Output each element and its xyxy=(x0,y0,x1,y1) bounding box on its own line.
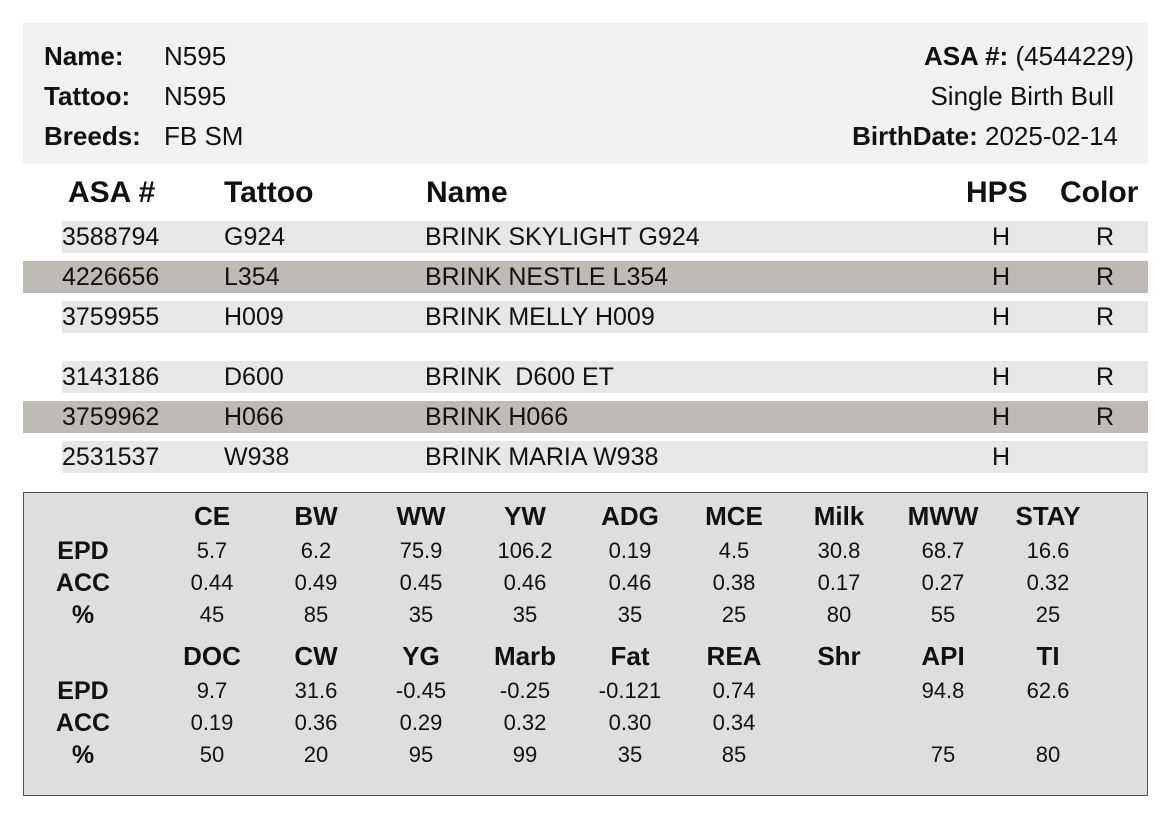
row-hps: H xyxy=(992,443,1011,471)
row-name: BRINK MELLY H009 xyxy=(425,303,655,331)
birthdate-line xyxy=(852,121,1118,151)
trait-header: Fat xyxy=(610,641,650,671)
pct-value: 85 xyxy=(303,602,329,627)
epd-row-label: EPD xyxy=(57,537,109,565)
pct-value: 25 xyxy=(1035,602,1061,627)
pct-value: 95 xyxy=(408,742,434,767)
trait-header: ADG xyxy=(601,501,659,531)
epd-value: 5.7 xyxy=(196,538,228,563)
trait-header: API xyxy=(921,641,965,671)
pct-value: 45 xyxy=(199,602,225,627)
trait-header: MWW xyxy=(907,501,979,531)
trait-header: Shr xyxy=(817,641,861,671)
trait-header: TI xyxy=(1036,641,1060,671)
acc-value: 0.19 xyxy=(190,710,234,735)
birthdate-value: 2025-02-14 xyxy=(985,121,1118,151)
epd-value: 68.7 xyxy=(921,538,965,563)
asa-value: (4544229) xyxy=(1015,41,1134,71)
pct-value: 35 xyxy=(617,602,643,627)
trait-header: YG xyxy=(402,641,440,671)
epd-value: 94.8 xyxy=(921,678,965,703)
name-line xyxy=(44,41,123,71)
acc-value: 0.46 xyxy=(608,570,652,595)
row-tattoo: D600 xyxy=(224,363,284,391)
acc-row-label: ACC xyxy=(55,709,111,737)
pct-value: 35 xyxy=(617,742,643,767)
epd-value: -0.121 xyxy=(598,678,662,703)
row-name: BRINK H066 xyxy=(425,403,569,431)
pedigree-row xyxy=(23,401,1148,433)
epd-value: 0.74 xyxy=(712,678,756,703)
epd-value: 6.2 xyxy=(300,538,332,563)
pedigree-row xyxy=(62,301,1148,333)
pct-value: 55 xyxy=(930,602,956,627)
acc-value: 0.49 xyxy=(294,570,338,595)
trait-header: CE xyxy=(193,501,231,531)
col-tattoo: Tattoo xyxy=(224,176,314,209)
pct-value: 35 xyxy=(408,602,434,627)
acc-value: 0.34 xyxy=(712,710,756,735)
row-asa: 3759962 xyxy=(62,403,160,431)
epd-value: -0.45 xyxy=(395,678,447,703)
epd-value: 75.9 xyxy=(399,538,443,563)
tattoo-value: N595 xyxy=(164,81,227,111)
tattoo-line xyxy=(44,81,130,111)
pedigree-row xyxy=(62,441,1148,473)
acc-row-label: ACC xyxy=(55,569,111,597)
row-name: BRINK SKYLIGHT G924 xyxy=(425,223,700,251)
col-name: Name xyxy=(426,176,508,209)
epd-panel xyxy=(23,492,1148,796)
row-name: BRINK MARIA W938 xyxy=(425,443,659,471)
row-asa: 2531537 xyxy=(62,443,160,471)
pct-value: 99 xyxy=(512,742,538,767)
pct-value: 75 xyxy=(930,742,956,767)
row-hps: H xyxy=(992,223,1011,251)
acc-value: 0.30 xyxy=(608,710,652,735)
epd-value: 0.19 xyxy=(608,538,652,563)
row-tattoo: L354 xyxy=(224,263,280,291)
pct-value: 35 xyxy=(512,602,538,627)
pedigree-row xyxy=(62,361,1148,393)
pedigree-row xyxy=(62,221,1148,253)
row-color: R xyxy=(1096,403,1115,431)
row-asa: 3588794 xyxy=(62,223,160,251)
acc-value: 0.32 xyxy=(503,710,547,735)
trait-header: STAY xyxy=(1015,501,1081,531)
trait-header: YW xyxy=(504,501,546,531)
acc-value: 0.45 xyxy=(399,570,443,595)
row-tattoo: G924 xyxy=(224,223,286,251)
pct-value: 80 xyxy=(826,602,852,627)
trait-header: REA xyxy=(706,641,762,671)
birth-type: Single Birth Bull xyxy=(930,81,1114,111)
trait-header: Milk xyxy=(813,501,865,531)
acc-value: 0.29 xyxy=(399,710,443,735)
acc-value: 0.32 xyxy=(1026,570,1070,595)
epd-value: 9.7 xyxy=(196,678,228,703)
trait-header: WW xyxy=(396,501,446,531)
breeds-value: FB SM xyxy=(164,121,244,151)
epd-value: 31.6 xyxy=(294,678,338,703)
pedigree-row xyxy=(23,261,1148,293)
acc-value: 0.44 xyxy=(190,570,234,595)
name-label: Name: xyxy=(44,41,124,71)
row-tattoo: H009 xyxy=(224,303,284,331)
pct-value: 25 xyxy=(721,602,747,627)
row-name: BRINK NESTLE L354 xyxy=(425,263,669,291)
row-color: R xyxy=(1096,363,1115,391)
row-asa: 4226656 xyxy=(62,263,160,291)
asa-line xyxy=(924,41,1134,71)
pct-value: 80 xyxy=(1035,742,1061,767)
row-tattoo: H066 xyxy=(224,403,284,431)
row-asa: 3759955 xyxy=(62,303,160,331)
row-asa: 3143186 xyxy=(62,363,160,391)
breeds-label: Breeds: xyxy=(44,121,141,151)
col-asa: ASA # xyxy=(68,176,156,209)
epd-value: 4.5 xyxy=(718,538,750,563)
pct-value: 20 xyxy=(303,742,329,767)
epd-value: 30.8 xyxy=(817,538,861,563)
acc-value: 0.46 xyxy=(503,570,547,595)
acc-value: 0.38 xyxy=(712,570,756,595)
row-hps: H xyxy=(992,263,1011,291)
breeds-line xyxy=(44,121,141,151)
col-color: Color xyxy=(1060,176,1139,209)
row-tattoo: W938 xyxy=(224,443,290,471)
acc-value: 0.27 xyxy=(921,570,965,595)
row-color: R xyxy=(1096,303,1115,331)
epd-value: 62.6 xyxy=(1026,678,1070,703)
col-hps: HPS xyxy=(966,176,1028,209)
epd-value: -0.25 xyxy=(499,678,551,703)
asa-label: ASA #: xyxy=(923,41,1009,71)
trait-header: MCE xyxy=(705,501,763,531)
row-hps: H xyxy=(992,403,1011,431)
row-name: BRINK D600 ET xyxy=(425,363,614,391)
row-color: R xyxy=(1096,223,1115,251)
pct-row-label: % xyxy=(71,601,95,629)
trait-header: Marb xyxy=(493,641,557,671)
birthdate-label: BirthDate: xyxy=(852,121,978,151)
row-hps: H xyxy=(992,363,1011,391)
epd-value: 16.6 xyxy=(1026,538,1070,563)
name-value: N595 xyxy=(164,41,227,71)
trait-header: DOC xyxy=(183,641,241,671)
epd-value: 106.2 xyxy=(497,538,553,563)
acc-value: 0.17 xyxy=(817,570,861,595)
row-color: R xyxy=(1096,263,1115,291)
pct-row-label: % xyxy=(71,741,95,769)
acc-value: 0.36 xyxy=(294,710,338,735)
row-hps: H xyxy=(992,303,1011,331)
tattoo-label: Tattoo: xyxy=(44,81,131,111)
trait-header: CW xyxy=(294,641,338,671)
trait-header: BW xyxy=(294,501,338,531)
pct-value: 50 xyxy=(199,742,225,767)
pct-value: 85 xyxy=(721,742,747,767)
epd-row-label: EPD xyxy=(57,677,109,705)
